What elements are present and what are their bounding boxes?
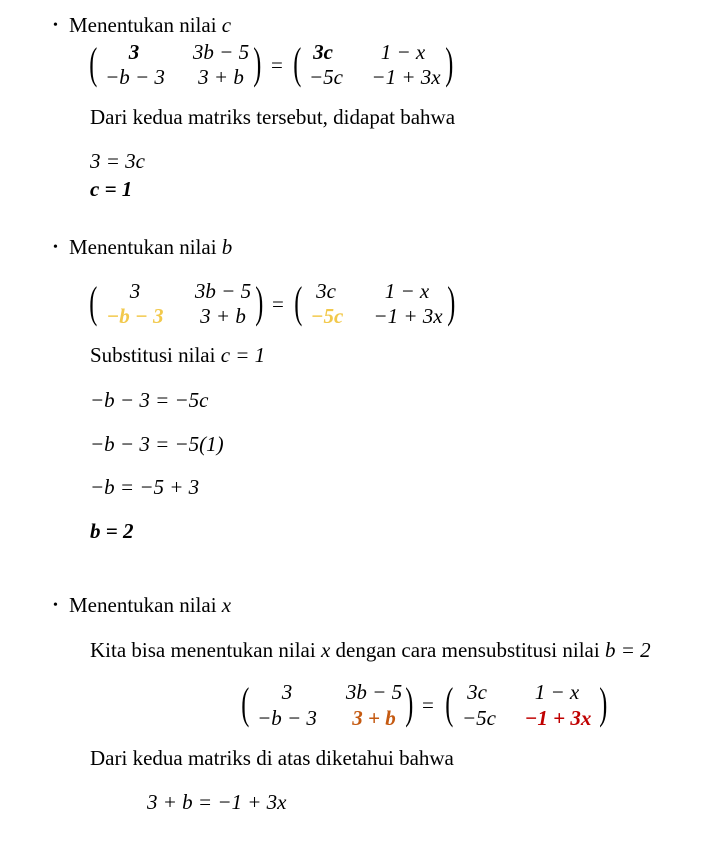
matrix-cell: −5c xyxy=(309,65,343,89)
subst-text: Substitusi nilai xyxy=(90,343,221,367)
heading-b xyxy=(69,237,232,258)
matrix-cell-highlight: 3 + b xyxy=(352,706,396,730)
matrix-cell: 3 xyxy=(281,680,293,704)
matrix-cell: −5c xyxy=(462,706,496,730)
matrix-cell: 3c xyxy=(316,279,336,303)
equals-sign: = xyxy=(271,53,283,77)
heading-text: Menentukan nilai xyxy=(69,13,222,37)
matrix-cell: 3c xyxy=(467,680,487,704)
heading-text: Menentukan nilai xyxy=(69,235,222,259)
sentence-part: dengan cara mensubstitusi nilai xyxy=(330,638,605,662)
matrix-cell: 3c xyxy=(313,40,333,64)
matrix-cell: −b − 3 xyxy=(257,706,317,730)
matrix-cell: −1 + 3x xyxy=(373,304,443,328)
left-paren: ( xyxy=(293,39,302,88)
substitution-note xyxy=(90,345,265,366)
right-paren: ) xyxy=(255,278,264,327)
final-equation: 3 + b = −1 + 3x xyxy=(147,790,287,814)
step-equation: −b − 3 = −5(1) xyxy=(90,432,224,456)
matrix-cell: −1 + 3x xyxy=(371,65,441,89)
matrix-cell: 3 + b xyxy=(200,304,246,328)
matrix-cell: 3b − 5 xyxy=(192,40,250,64)
heading-text: Menentukan nilai xyxy=(69,593,222,617)
left-paren: ( xyxy=(294,278,303,327)
left-paren: ( xyxy=(445,679,454,728)
matrix-cell-highlight: −b − 3 xyxy=(106,304,164,328)
equals-sign: = xyxy=(422,693,434,717)
matrix-cell: 3 + b xyxy=(198,65,244,89)
matrix-cell: 3 xyxy=(129,279,141,303)
matrix-cell: 3 xyxy=(128,40,140,64)
sentence-eq: b = 2 xyxy=(604,638,651,662)
left-paren: ( xyxy=(241,679,250,728)
right-paren: ) xyxy=(599,679,608,728)
sentence: Dari kedua matriks tersebut, didapat bahwa xyxy=(90,105,456,129)
bullet: • xyxy=(53,18,58,33)
heading-x xyxy=(69,595,231,616)
sentence-var: x xyxy=(320,638,331,662)
left-paren: ( xyxy=(89,278,98,327)
matrix-cell-highlight: −5c xyxy=(310,304,344,328)
right-paren: ) xyxy=(405,679,414,728)
matrix-cell-highlight: −1 + 3x xyxy=(524,706,592,730)
left-paren: ( xyxy=(89,39,98,88)
sentence-part: Kita bisa menentukan nilai xyxy=(90,638,321,662)
subst-eq: c = 1 xyxy=(220,343,266,367)
result-equation: c = 1 xyxy=(90,177,133,201)
sentence xyxy=(90,640,651,661)
matrix-cell: −b − 3 xyxy=(105,65,165,89)
right-paren: ) xyxy=(447,278,456,327)
right-paren: ) xyxy=(445,39,454,88)
matrix-cell: 3b − 5 xyxy=(345,680,403,704)
heading-var: b xyxy=(221,235,233,259)
step-equation: −b − 3 = −5c xyxy=(90,388,209,412)
matrix-cell: 1 − x xyxy=(384,279,430,303)
result-equation: b = 2 xyxy=(90,519,134,543)
equals-sign: = xyxy=(272,292,284,316)
heading-var: x xyxy=(221,593,232,617)
heading-c xyxy=(69,15,231,36)
bullet: • xyxy=(53,240,58,255)
bullet: • xyxy=(53,598,58,613)
sentence: Dari kedua matriks di atas diketahui bahwa xyxy=(90,746,454,770)
heading-var: c xyxy=(221,13,232,37)
right-paren: ) xyxy=(253,39,262,88)
matrix-cell: 3b − 5 xyxy=(194,279,252,303)
matrix-cell: 1 − x xyxy=(534,680,580,704)
step-equation: −b = −5 + 3 xyxy=(90,475,200,499)
equation: 3 = 3c xyxy=(90,149,145,173)
matrix-cell: 1 − x xyxy=(380,40,426,64)
